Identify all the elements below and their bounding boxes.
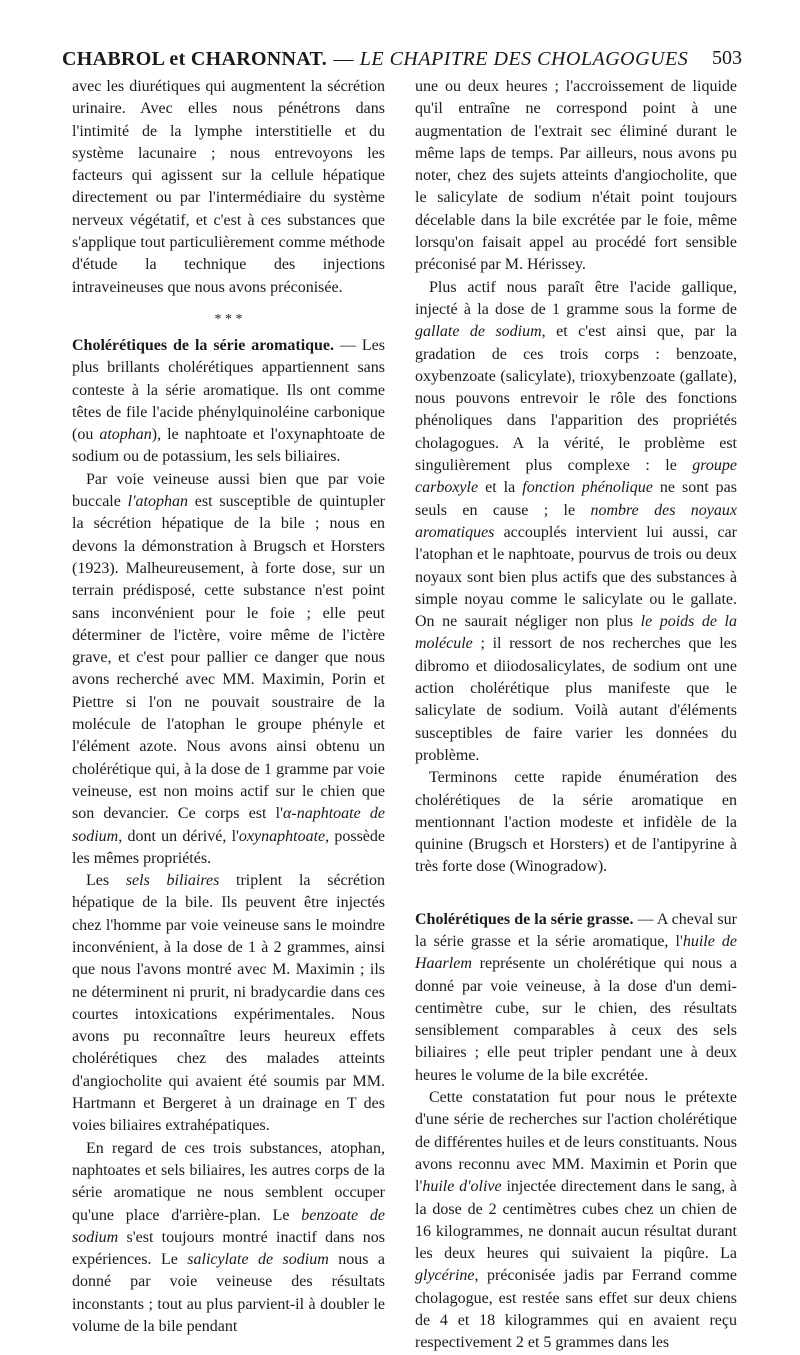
heading-dash: — — [334, 336, 362, 354]
paragraph-text: est susceptible de quintupler la sécrétion hépatique de la bile ; nous en devons la démonstration à Brugsch et Horsters (1923). Malheureusement, à forte dose, sur un terrain prédisposé, cette substance n'est point sans inconvénient pour le foie ; elle peut déterminer de l'ictère, voire même de l'ictère grave, et c'est pour pallier ce danger que nous avons recherché avec MM. Maximin, Porin et Piettre si l'on ne pouvait soustraire de la molécule de l'atophan le groupe phényle et l'élément azote. Nous avons ainsi obtenu un cholérétique qui, à la dose de 1 gramme par voie veineuse, est non moins actif sur le chien que son devancier. Ce corps est l' — [72, 493, 385, 823]
paragraph-text: Par voie veineuse aussi bien que par voie buccale — [72, 470, 385, 511]
paragraph-text: accouplés intervient lui aussi, car l'atophan et le naphtoate, pourvus de trois ou deux noyaux sont bien plus actifs que des substances à simple noyau comme le salicylate ou le gallate. On ne saurait négliger non plus — [415, 523, 737, 631]
right-column — [415, 76, 738, 1352]
section-gap — [415, 879, 737, 909]
header-separator: — — [333, 48, 354, 70]
italic-term: sels biliaires — [125, 872, 220, 890]
italic-term: glycérine — [415, 1267, 475, 1285]
header-title: LE CHAPITRE DES CHOLAGOGUES — [359, 48, 689, 70]
page-number: 503 — [712, 47, 742, 69]
paragraph — [72, 469, 385, 870]
italic-term: fonction phénolique — [522, 479, 653, 497]
running-header — [62, 44, 742, 72]
heading-dash: — — [633, 910, 657, 928]
paragraph-text: s'est toujours montré inactif dans nos expériences. Le — [72, 1228, 385, 1269]
paragraph-text: , préconisée jadis par Ferrand comme cholagogue, est restée sans effet sur deux chiens de 4 et 18 kilogrammes qui en avaient reçu respectivement 2 et 5 grammes dans les — [415, 1267, 737, 1352]
left-column — [72, 76, 386, 1336]
italic-term: huile de Haarlem — [415, 932, 738, 973]
section-heading-fatty: Cholérétiques de la série grasse. — [415, 910, 634, 928]
italic-term: atophan — [99, 426, 152, 444]
italic-term: groupe carboxyle — [415, 457, 737, 497]
paragraph-text: , possède les mêmes propriétés. — [72, 827, 386, 867]
paragraph-text: injectée directement dans le sang, à la dose de 2 centimètres cubes chez un chien de 16 kilogrammes, ne donnait aucun résultat durant les deux heures qui suivaient la piqûre. La — [415, 1178, 737, 1263]
italic-term: gallate de sodium — [415, 323, 542, 341]
paragraph-text: , dont un dérivé, l' — [118, 827, 239, 845]
paragraph: Terminons cette rapide énumération des cholérétiques de la série aromatique en mentionnant l'action modeste et infidèle de la quinine (Brugsch et Horsters) et de l'antipyrine à très forte dose (Winogradow). — [415, 769, 737, 876]
italic-term: salicylate de sodium — [187, 1251, 329, 1269]
paragraph-text: représente un cholérétique qui nous a donné par voie veineuse, à la dose d'un demi-centimètre cube, sur le chien, des résultats sensiblement comparables à ceux des sels biliaires ; elle peut tripler pendant une à deux heures le volume de la bile excrétée. — [415, 955, 737, 1084]
paragraph-text: A cheval sur la série grasse et la série aromatique, l' — [415, 910, 737, 950]
section-heading-paragraph — [72, 335, 385, 469]
italic-term: α-naphtoate de sodium — [72, 805, 385, 845]
italic-term: nombre des noyaux aromatiques — [415, 501, 738, 541]
italic-term: benzoate de sodium — [72, 1206, 385, 1246]
section-heading-paragraph — [415, 909, 737, 1087]
paragraph-text: ; il ressort de nos recherches que les dibromo et diiodosalicylates, de sodium ont une action cholérétique plus manifeste que le salicylate de sodium. Voilà autant d'éléments susceptibles de faire varier les données du problème. — [415, 635, 737, 764]
paragraph-text: En regard de ces trois substances, atophan, naphtoates et sels biliaires, les autres corps de la série aromatique ne nous semblent occuper qu'une place d'arrière-plan. Le — [72, 1139, 385, 1224]
paragraph — [72, 870, 385, 1138]
section-heading-aromatic: Cholérétiques de la série aromatique. — [72, 336, 335, 354]
paragraph — [415, 277, 737, 768]
italic-term: l'atophan — [127, 493, 188, 511]
italic-term: huile d'olive — [422, 1178, 502, 1196]
paragraph-text: ), le naphtoate et l'oxynaphtoate de sodium ou de potassium, les sels biliaires. — [72, 426, 385, 466]
paragraph-text: Plus actif nous paraît être l'acide gallique, injecté à la dose de 1 gramme sous la forme de — [415, 278, 737, 318]
section-divider-asterism: * * * — [214, 311, 243, 327]
paragraph-text: ne sont pas seuls en cause ; le — [415, 479, 738, 519]
paragraph-text: Cette constatation fut pour nous le prétexte d'une série de recherches sur l'action cholérétique de différentes huiles et de leurs constituants. Nous avons reconnu avec MM. Maximin et Porin que l' — [415, 1089, 737, 1196]
paragraph: une ou deux heures ; l'accroissement de liquide qu'il entraîne ne correspond point à une augmentation de l'extrait sec éliminé durant le même laps de temps. Par ailleurs, nous avons pu noter, chez des sujets atteints d'angiocholite, que le salicylate de sodium n'était point toujours décelable dans la bile excrétée par le foie, même lorsqu'on faisait appel au procédé fort sensible préconisé par M. Hérissey. — [415, 78, 737, 274]
paragraph-text: , et c'est ainsi que, par la gradation de ces trois corps : benzoate, oxybenzoate (salicylate), trioxybenzoate (gallate), nous pouvons entrevoir le rôle des fonctions phénoliques dans l'apparition des propriétés cholagogues. A la vérité, le problème est singulièrement plus complexe : le — [415, 323, 737, 475]
paragraph-text: et la — [478, 479, 523, 497]
paragraph — [72, 1138, 385, 1339]
paragraph: avec les diurétiques qui augmentent la sécrétion urinaire. Avec elles nous pénétrons dans l'intimité de la lymphe interstitielle et du système lacunaire ; nous entrevoyons les facteurs qui agissent sur la cellule hépatique directement ou par l'intermédiaire du système nerveux végétatif, et c'est à ces substances que s'applique tout particulièrement comme méthode d'étude la technique des injections intraveineuses que nous avons préconisée. — [72, 78, 385, 296]
italic-term: oxynaphtoate — [238, 827, 326, 845]
header-authors: CHABROL et CHARONNAT. — [62, 48, 328, 70]
paragraph-text: Les — [86, 872, 126, 890]
paragraph-text: triplent la sécrétion hépatique de la bile. Ils peuvent être injectés chez l'homme par voie veineuse sans le moindre inconvénient, à la dose de 1 à 2 grammes, ainsi que nous l'avons montré avec M. Maximin ; ils ne déterminent ni prurit, ni bradycardie dans ces courtes intoxications expérimentales. Nous avons pu reconnaître leurs heureux effets cholérétiques chez des malades atteints d'angiocholite qui avaient été soumis par MM. Hartmann et Bergeret à un drainage en T des voies biliaires extrahépatiques. — [72, 872, 385, 1135]
paragraph — [415, 1087, 737, 1355]
paragraph-text: Les plus brillants cholérétiques appartiennent sans conteste à la série aromatique. Ils ont comme têtes de file l'acide phénylquinoléine carbonique (ou — [72, 336, 386, 444]
paragraph-text: nous a donné par voie veineuse des résultats inconstants ; tout au plus parvient-il à doubler le volume de la bile pendant — [72, 1251, 386, 1336]
italic-term: le poids de la molécule — [415, 613, 738, 653]
